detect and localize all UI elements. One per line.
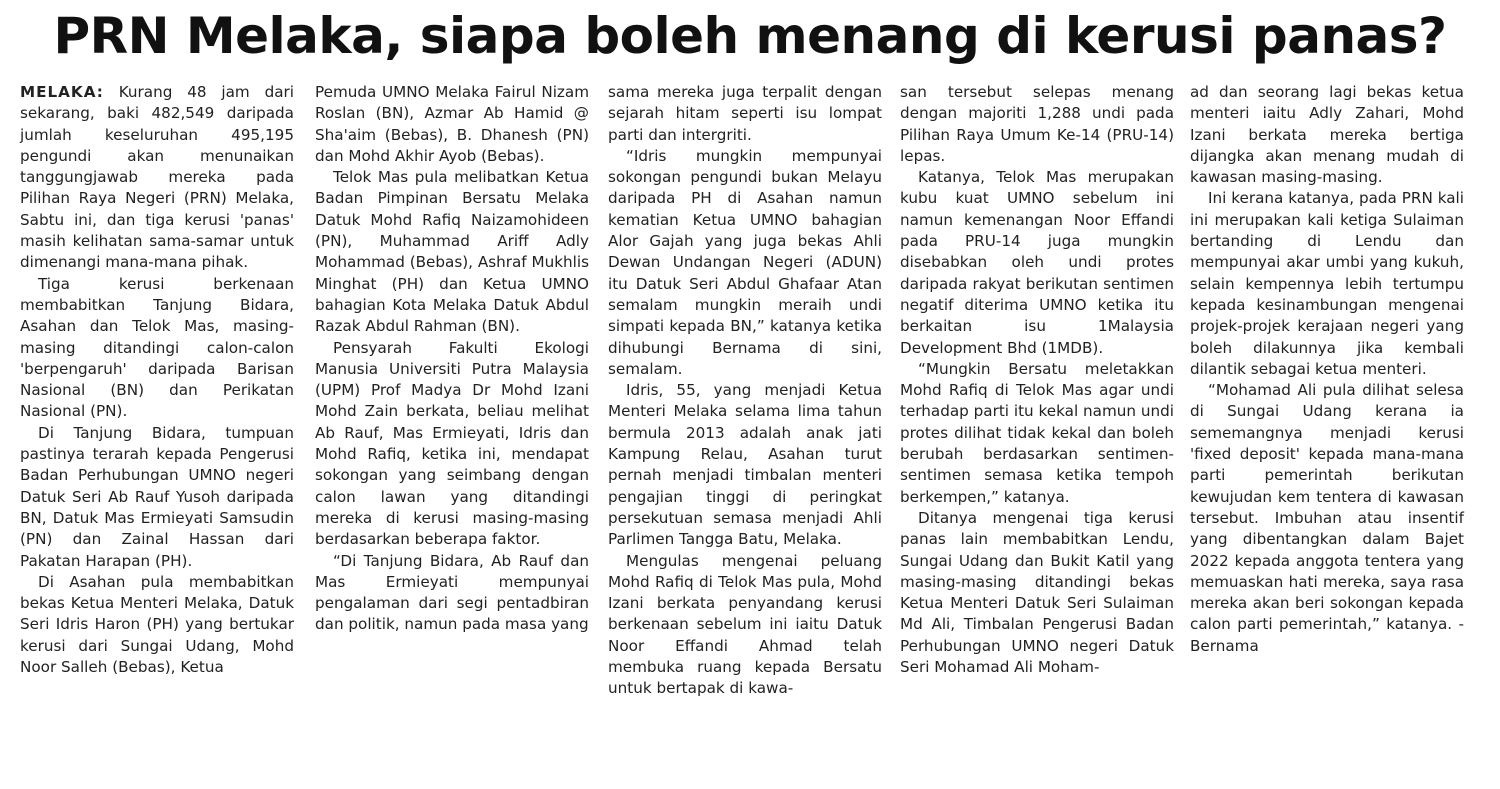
article-column-2: [315, 82, 589, 636]
paragraph: [20, 82, 294, 274]
headline: PRN Melaka, siapa boleh menang di kerusi panas?: [53, 7, 1447, 65]
paragraph: Katanya, Telok Mas merupakan kubu kuat UMNO sebelum ini namun kemenangan Noor Effandi pada PRU-14 juga mungkin disebabkan oleh undi protes daripada rakyat berikutan sentimen negatif diterima UMNO ketika itu berkaitan isu 1Malaysia Development Bhd (1MDB).: [900, 168, 1174, 357]
paragraph: Ini kerana katanya, pada PRN kali ini merupakan kali ketiga Sulaiman bertanding di Lendu dan mempunyai akar umbi yang kukuh, selain kempennya lebih tertumpu kepada kesinambungan mengenai projek-projek kerajaan negeri yang boleh dilakunnya jika kembali dilantik sebagai ketua menteri.: [1190, 189, 1464, 378]
paragraph: Ditanya mengenai tiga kerusi panas lain membabitkan Lendu, Sungai Udang dan Bukit Katil yang masing-masing ditandingi bekas Ketua Menteri Datuk Seri Sulaiman Md Ali, Timbalan Pengerusi Badan Perhubungan UMNO negeri Datuk Seri Mohamad Ali Moham-: [900, 508, 1174, 677]
dateline: MELAKA:: [20, 83, 104, 101]
paragraph-text: Kurang 48 jam dari sekarang, baki 482,549 daripada jumlah keseluruhan 495,195 pengundi akan menunaikan tanggungjawab mereka pada Pilihan Raya Negeri (PRN) Melaka, Sabtu ini, dan tiga kerusi 'panas' masih kelihatan sama-samar untuk dimenangi mana-mana pihak.: [20, 83, 295, 272]
paragraph: sama mereka juga terpalit dengan sejarah hitam seperti isu lompat parti dan intergriti.: [608, 83, 882, 144]
paragraph: Pensyarah Fakulti Ekologi Manusia Universiti Putra Malaysia (UPM) Prof Madya Dr Mohd Izani Mohd Zain berkata, beliau melihat Ab Rauf, Mas Ermieyati, Idris dan Mohd Rafiq, ketika ini, mendapat sokongan yang seimbang dengan calon lawan yang ditandingi mereka di kerusi masing-masing berdasarkan beberapa faktor.: [315, 338, 589, 549]
paragraph: Pemuda UMNO Melaka Fairul Nizam Roslan (BN), Azmar Ab Hamid @ Sha'aim (Bebas), B. Dhanesh (PN) dan Mohd Akhir Ayob (Bebas).: [315, 83, 589, 165]
paragraph: Mengulas mengenai peluang Mohd Rafiq di Telok Mas pula, Mohd Izani berkata penyandang kerusi berkenaan sebelum ini iaitu Datuk Noor Effandi Ahmad telah membuka ruang kepada Bersatu untuk bertapak di kawa-: [608, 551, 882, 698]
paragraph: san tersebut selepas menang dengan majoriti 1,288 undi pada Pilihan Raya Umum Ke-14 (PRU-14) lepas.: [900, 83, 1174, 165]
paragraph: Idris, 55, yang menjadi Ketua Menteri Melaka selama lima tahun bermula 2013 adalah anak jati Kampung Relau, Asahan turut pernah menjadi timbalan menteri pengajian tinggi di peringkat persekutuan semasa menjadi Ahli Parlimen Tangga Batu, Melaka.: [608, 381, 882, 549]
article-column-1: [20, 82, 294, 678]
paragraph: “Idris mungkin mempunyai sokongan pengundi bukan Melayu daripada PH di Asahan namun kematian Ketua UMNO bahagian Alor Gajah yang juga bekas Ahli Dewan Undangan Negeri (ADUN) itu Datuk Seri Abdul Ghafaar Atan semalam mungkin meraih undi simpati kepada BN,” katanya ketika dihubungi Bernama di sini, semalam.: [608, 146, 882, 378]
paragraph: “Mungkin Bersatu meletakkan Mohd Rafiq di Telok Mas agar undi terhadap parti itu kekal namun undi protes dilihat tidak kekal dan boleh berubah berdasarkan sentimen-sentimen semasa ketika tempoh berkempen,” katanya.: [900, 359, 1174, 506]
paragraph: Telok Mas pula melibatkan Ketua Badan Pimpinan Bersatu Melaka Datuk Mohd Rafiq Naizamohideen (PN), Muhammad Ariff Adly Mohammad (Bebas), Ashraf Mukhlis Minghat (PH) dan Ketua UMNO bahagian Kota Melaka Datuk Abdul Razak Abdul Rahman (BN).: [315, 168, 589, 336]
paragraph: Tiga kerusi berkenaan membabitkan Tanjung Bidara, Asahan dan Telok Mas, masing-masing ditandingi calon-calon 'berpengaruh' daripada Barisan Nasional (BN) dan Perikatan Nasional (PN).: [20, 274, 294, 421]
paragraph: Di Tanjung Bidara, tumpuan pastinya terarah kepada Pengerusi Badan Perhubungan UMNO negeri Datuk Seri Ab Rauf Yusoh daripada BN, Datuk Mas Ermieyati Samsudin (PN) dan Zainal Hassan dari Pakatan Harapan (PH).: [20, 423, 294, 570]
article-column-3: [608, 82, 882, 700]
paragraph: Di Asahan pula membabitkan bekas Ketua Menteri Melaka, Datuk Seri Idris Haron (PH) yang bertukar kerusi dari Sungai Udang, Mohd Noor Salleh (Bebas), Ketua: [20, 572, 294, 677]
article-column-4: [900, 82, 1174, 678]
paragraph: “Mohamad Ali pula dilihat selesa di Sungai Udang kerana ia sememangnya menjadi kerusi 'fixed deposit' kepada mana-mana parti pemerintah berikutan kewujudan kem tentera di kawasan tersebut. Imbuhan atau insentif yang dibentangkan dalam Bajet 2022 kepada anggota tentera yang memuaskan hati mereka, saya rasa mereka akan beri sokongan kepada calon parti pemerintah,” katanya. - Bernama: [1190, 381, 1464, 655]
paragraph: ad dan seorang lagi bekas ketua menteri iaitu Adly Zahari, Mohd Izani berkata mereka bertiga dijangka akan menang mudah di kawasan masing-masing.: [1190, 83, 1464, 187]
article-column-5: [1190, 82, 1464, 657]
paragraph: “Di Tanjung Bidara, Ab Rauf dan Mas Ermieyati mempunyai pengalaman dari segi pentadbiran dan politik, namun pada masa yang: [315, 551, 589, 634]
